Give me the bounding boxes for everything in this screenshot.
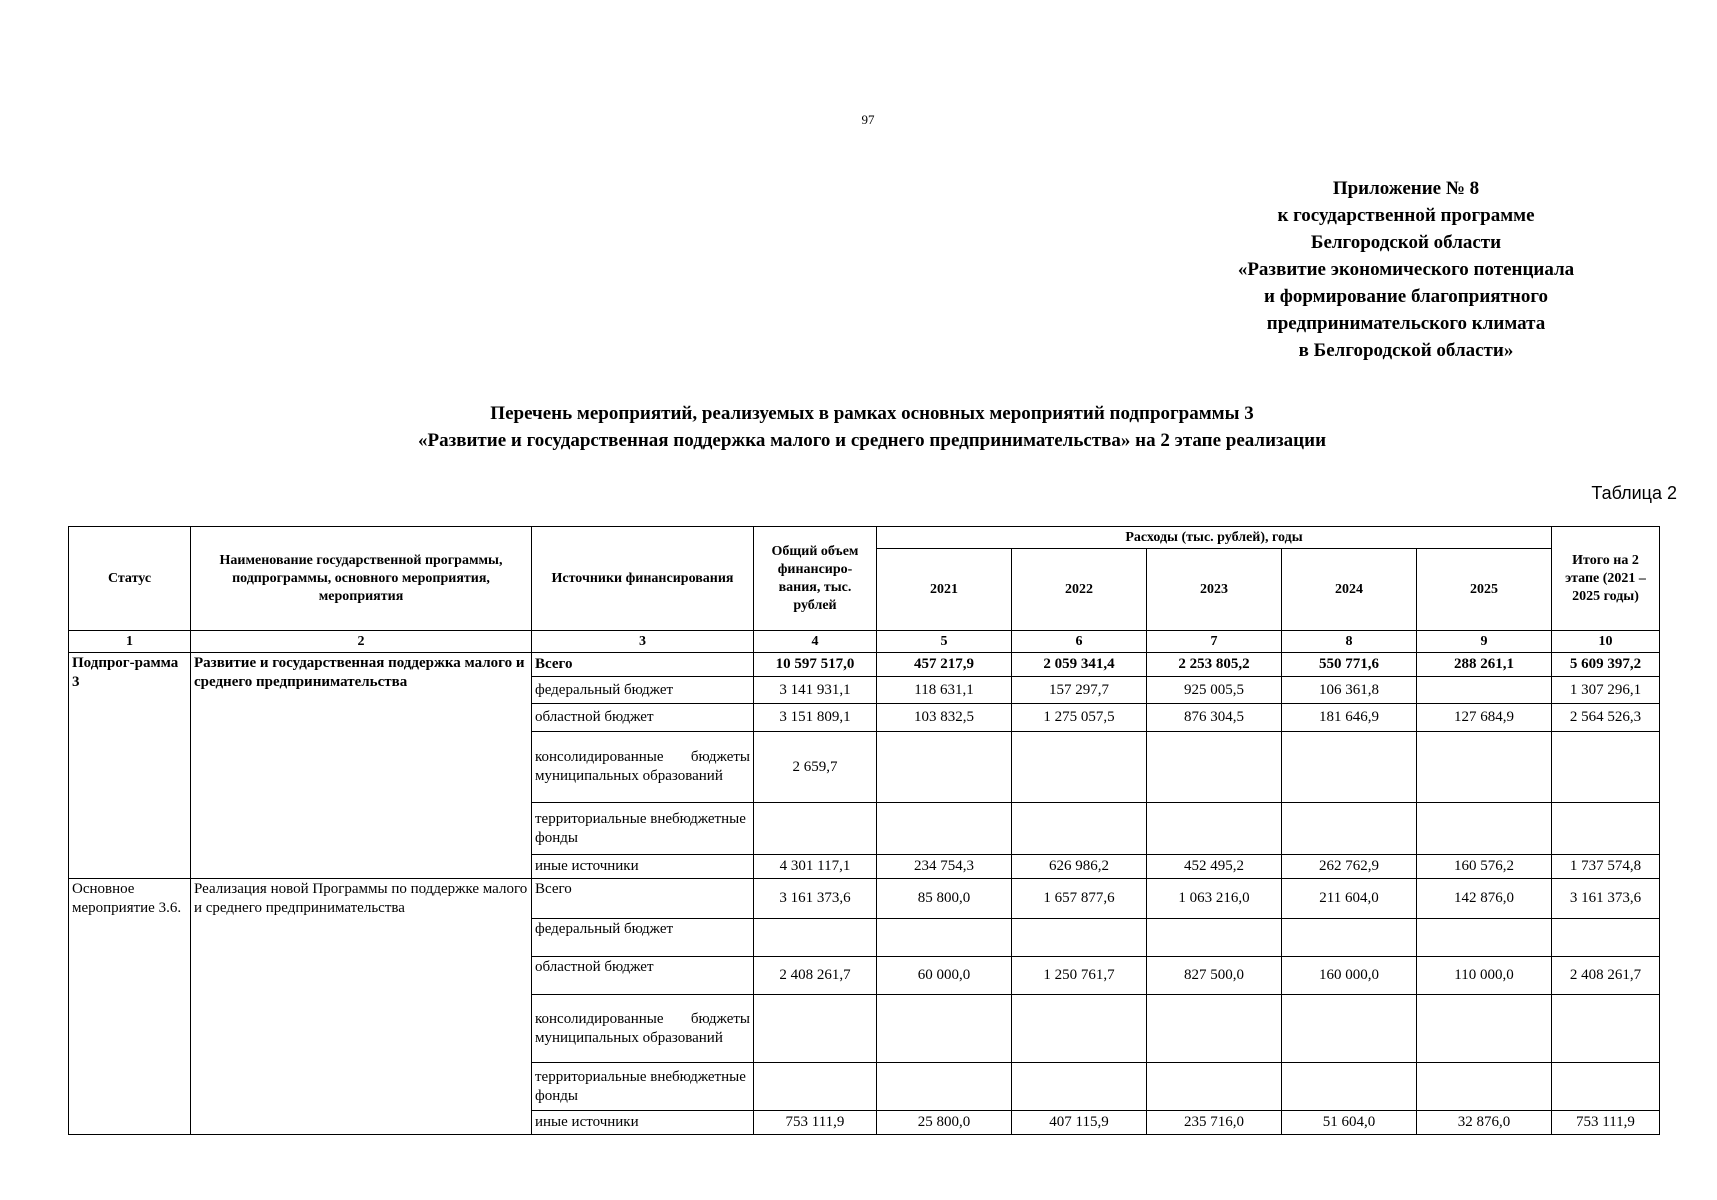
value-cell <box>1552 732 1660 803</box>
value-cell: 452 495,2 <box>1147 855 1282 879</box>
source-cell: областной бюджет <box>532 704 754 732</box>
value-cell: 127 684,9 <box>1417 704 1552 732</box>
appendix-line: и формирование благоприятного <box>1264 286 1548 307</box>
value-cell: 3 161 373,6 <box>754 879 877 919</box>
value-cell <box>1417 732 1552 803</box>
source-cell: территориальные внебюджетные фонды <box>532 803 754 855</box>
value-cell: 550 771,6 <box>1282 653 1417 677</box>
appendix-line: «Развитие экономического потенциала <box>1237 259 1575 280</box>
value-cell: 827 500,0 <box>1147 957 1282 995</box>
value-cell: 234 754,3 <box>877 855 1012 879</box>
source-cell: Всего <box>532 879 754 919</box>
title-line-2: «Развитие и государственная поддержка малого и среднего предпринимательства» на 2 этапе реализации <box>417 430 1327 451</box>
header-year: 2023 <box>1147 549 1282 631</box>
value-cell <box>1552 995 1660 1063</box>
value-cell: 3 151 809,1 <box>754 704 877 732</box>
value-cell: 85 800,0 <box>877 879 1012 919</box>
table-row <box>69 653 1660 677</box>
source-cell: Всего <box>532 653 754 677</box>
value-cell: 2 408 261,7 <box>1552 957 1660 995</box>
value-cell: 5 609 397,2 <box>1552 653 1660 677</box>
table-caption: Таблица 2 <box>1591 483 1677 503</box>
source-cell: федеральный бюджет <box>532 677 754 704</box>
value-cell <box>877 732 1012 803</box>
value-cell <box>754 803 877 855</box>
value-cell <box>1282 803 1417 855</box>
value-cell: 1 737 574,8 <box>1552 855 1660 879</box>
table-row <box>69 879 1660 919</box>
source-cell: консолидированные бюджеты муниципальных образований <box>532 995 754 1063</box>
value-cell <box>1282 1063 1417 1111</box>
value-cell <box>1147 1063 1282 1111</box>
value-cell: 10 597 517,0 <box>754 653 877 677</box>
value-cell <box>754 919 877 957</box>
value-cell <box>1282 919 1417 957</box>
appendix-header <box>1182 175 1630 364</box>
value-cell: 157 297,7 <box>1012 677 1147 704</box>
value-cell <box>1417 677 1552 704</box>
value-cell <box>877 1063 1012 1111</box>
page-number: 97 <box>861 112 875 127</box>
value-cell <box>1552 919 1660 957</box>
value-cell: 626 986,2 <box>1012 855 1147 879</box>
value-cell: 2 408 261,7 <box>754 957 877 995</box>
header-year: 2024 <box>1282 549 1417 631</box>
value-cell: 753 111,9 <box>1552 1111 1660 1135</box>
appendix-line: предпринимательского климата <box>1266 313 1546 334</box>
value-cell <box>754 995 877 1063</box>
source-cell: иные источники <box>532 855 754 879</box>
column-number: 9 <box>1417 631 1552 653</box>
header-expenses: Расходы (тыс. рублей), годы <box>877 527 1552 549</box>
column-number: 10 <box>1552 631 1660 653</box>
value-cell <box>1417 803 1552 855</box>
value-cell <box>1012 803 1147 855</box>
value-cell: 1 307 296,1 <box>1552 677 1660 704</box>
appendix-line: в Белгородской области» <box>1298 340 1514 361</box>
value-cell <box>1282 732 1417 803</box>
value-cell: 1 657 877,6 <box>1012 879 1147 919</box>
value-cell <box>1012 1063 1147 1111</box>
header-stage-total: Итого на 2 этапе (2021 – 2025 годы) <box>1552 527 1660 631</box>
value-cell: 2 564 526,3 <box>1552 704 1660 732</box>
value-cell: 160 576,2 <box>1417 855 1552 879</box>
column-number: 4 <box>754 631 877 653</box>
header-sources: Источники финансирования <box>532 527 754 631</box>
value-cell <box>1147 919 1282 957</box>
value-cell: 32 876,0 <box>1417 1111 1552 1135</box>
value-cell: 181 646,9 <box>1282 704 1417 732</box>
value-cell: 1 063 216,0 <box>1147 879 1282 919</box>
appendix-line: Белгородской области <box>1310 232 1502 253</box>
column-number: 2 <box>191 631 532 653</box>
value-cell: 2 059 341,4 <box>1012 653 1147 677</box>
column-number: 1 <box>69 631 191 653</box>
column-number: 6 <box>1012 631 1147 653</box>
value-cell <box>1012 732 1147 803</box>
value-cell: 3 161 373,6 <box>1552 879 1660 919</box>
value-cell: 1 250 761,7 <box>1012 957 1147 995</box>
budget-table <box>68 526 1660 1135</box>
source-cell: консолидированные бюджеты муниципальных образований <box>532 732 754 803</box>
value-cell: 103 832,5 <box>877 704 1012 732</box>
header-year: 2022 <box>1012 549 1147 631</box>
status-cell: Подпрог-рамма 3 <box>69 653 191 879</box>
value-cell <box>877 919 1012 957</box>
value-cell <box>1147 732 1282 803</box>
value-cell: 110 000,0 <box>1417 957 1552 995</box>
name-cell: Реализация новой Программы по поддержке малого и среднего предпринимательства <box>191 879 532 1135</box>
column-number: 3 <box>532 631 754 653</box>
value-cell: 876 304,5 <box>1147 704 1282 732</box>
value-cell <box>1417 995 1552 1063</box>
value-cell <box>877 995 1012 1063</box>
value-cell <box>1552 1063 1660 1111</box>
value-cell: 118 631,1 <box>877 677 1012 704</box>
value-cell: 925 005,5 <box>1147 677 1282 704</box>
value-cell: 1 275 057,5 <box>1012 704 1147 732</box>
value-cell: 407 115,9 <box>1012 1111 1147 1135</box>
header-total-volume: Общий объем финансиро-вания, тыс. рублей <box>754 527 877 631</box>
value-cell <box>1417 1063 1552 1111</box>
header-status: Статус <box>69 527 191 631</box>
value-cell <box>877 803 1012 855</box>
column-number: 8 <box>1282 631 1417 653</box>
value-cell <box>754 1063 877 1111</box>
header-year: 2025 <box>1417 549 1552 631</box>
value-cell: 25 800,0 <box>877 1111 1012 1135</box>
title-line-1: Перечень мероприятий, реализуемых в рамках основных мероприятий подпрограммы 3 <box>490 403 1254 424</box>
column-number: 5 <box>877 631 1012 653</box>
value-cell <box>1282 995 1417 1063</box>
value-cell: 457 217,9 <box>877 653 1012 677</box>
value-cell: 2 659,7 <box>754 732 877 803</box>
value-cell <box>1012 919 1147 957</box>
value-cell: 753 111,9 <box>754 1111 877 1135</box>
value-cell: 160 000,0 <box>1282 957 1417 995</box>
name-cell: Развитие и государственная поддержка малого и среднего предпринимательства <box>191 653 532 879</box>
value-cell: 2 253 805,2 <box>1147 653 1282 677</box>
value-cell <box>1012 995 1147 1063</box>
value-cell: 142 876,0 <box>1417 879 1552 919</box>
value-cell: 4 301 117,1 <box>754 855 877 879</box>
source-cell: территориальные внебюджетные фонды <box>532 1063 754 1111</box>
value-cell: 235 716,0 <box>1147 1111 1282 1135</box>
value-cell: 60 000,0 <box>877 957 1012 995</box>
value-cell: 51 604,0 <box>1282 1111 1417 1135</box>
value-cell: 211 604,0 <box>1282 879 1417 919</box>
document-title <box>0 400 1717 454</box>
value-cell <box>1552 803 1660 855</box>
appendix-line: Приложение № 8 <box>1332 178 1480 199</box>
source-cell: областной бюджет <box>532 957 754 995</box>
appendix-line: к государственной программе <box>1277 205 1535 226</box>
value-cell: 106 361,8 <box>1282 677 1417 704</box>
value-cell <box>1147 803 1282 855</box>
header-year: 2021 <box>877 549 1012 631</box>
value-cell: 288 261,1 <box>1417 653 1552 677</box>
source-cell: федеральный бюджет <box>532 919 754 957</box>
source-cell: иные источники <box>532 1111 754 1135</box>
header-name: Наименование государственной программы, подпрограммы, основного мероприятия, мероприятия <box>191 527 532 631</box>
value-cell: 3 141 931,1 <box>754 677 877 704</box>
value-cell <box>1147 995 1282 1063</box>
column-number: 7 <box>1147 631 1282 653</box>
status-cell: Основное мероприятие 3.6. <box>69 879 191 1135</box>
value-cell <box>1417 919 1552 957</box>
value-cell: 262 762,9 <box>1282 855 1417 879</box>
